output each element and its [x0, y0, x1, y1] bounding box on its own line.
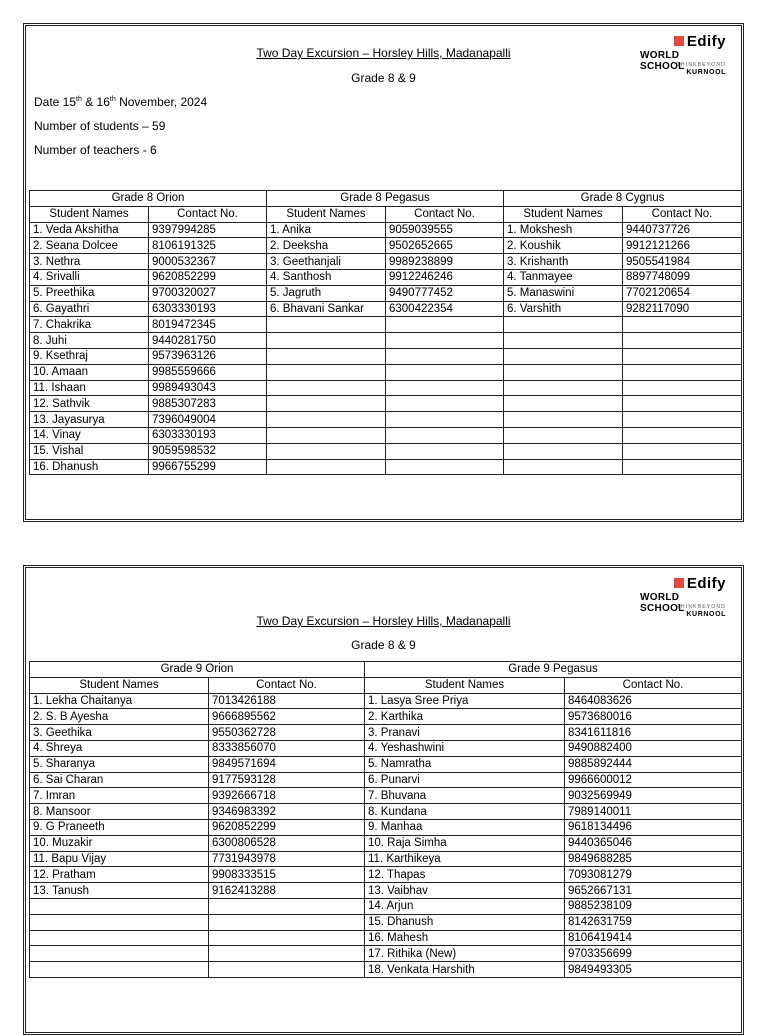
contact-number-cell: 8341611816 [565, 725, 742, 741]
student-name-cell: 7. Bhuvana [365, 788, 565, 804]
contact-number-cell: 9849493305 [565, 962, 742, 978]
student-name-cell: 11. Karthikeya [365, 851, 565, 867]
page-1-grades: Grade 8 & 9 [351, 71, 416, 85]
student-name-cell: 12. Sathvik [30, 396, 149, 412]
grade-9-contact-table [29, 661, 742, 978]
contact-number-cell [386, 317, 504, 333]
student-name-cell: 18. Venkata Harshith [365, 962, 565, 978]
contact-number-cell: 9505541984 [623, 254, 742, 270]
table-row [30, 364, 742, 380]
contact-number-cell: 9032569949 [565, 788, 742, 804]
group-heading: Grade 8 Orion [30, 191, 267, 207]
contact-number-cell [623, 380, 742, 396]
student-name-cell [504, 380, 623, 396]
contact-number-cell: 8106419414 [565, 930, 742, 946]
table-row [30, 333, 742, 349]
contact-number-cell [623, 333, 742, 349]
school-logo [640, 33, 728, 76]
student-name-cell: 5. Sharanya [30, 756, 209, 772]
student-name-cell [267, 459, 386, 475]
table-row [30, 285, 742, 301]
contact-number-cell: 9912121266 [623, 238, 742, 254]
student-name-cell: 3. Krishanth [504, 254, 623, 270]
student-name-cell [30, 898, 209, 914]
table-row [30, 851, 742, 867]
logo-school: WORLD SCHOOL [640, 50, 685, 72]
student-name-cell: 1. Mokshesh [504, 222, 623, 238]
contact-number-cell [386, 333, 504, 349]
column-header-names: Student Names [30, 677, 209, 693]
student-name-cell: 13. Vaibhav [365, 883, 565, 899]
student-name-cell: 1. Veda Akshitha [30, 222, 149, 238]
student-name-cell [267, 317, 386, 333]
student-name-cell [267, 364, 386, 380]
student-name-cell: 7. Imran [30, 788, 209, 804]
school-logo [640, 575, 728, 618]
student-name-cell: 4. Yeshashwini [365, 740, 565, 756]
contact-number-cell [623, 317, 742, 333]
student-name-cell: 6. Punarvi [365, 772, 565, 788]
contact-number-cell: 9573680016 [565, 709, 742, 725]
student-name-cell [504, 348, 623, 364]
contact-number-cell: 9908333515 [209, 867, 365, 883]
contact-number-cell: 7093081279 [565, 867, 742, 883]
page-1 [23, 23, 744, 522]
column-header-names: Student Names [365, 677, 565, 693]
student-name-cell: 9. G Praneeth [30, 819, 209, 835]
contact-number-cell [209, 898, 365, 914]
contact-number-cell: 8106191325 [149, 238, 267, 254]
student-name-cell: 4. Tanmayee [504, 269, 623, 285]
column-header-row [30, 206, 742, 222]
contact-number-cell: 9849688285 [565, 851, 742, 867]
student-name-cell: 1. Lekha Chaitanya [30, 693, 209, 709]
student-name-cell [267, 333, 386, 349]
contact-number-cell: 8142631759 [565, 914, 742, 930]
contact-number-cell: 9440737726 [623, 222, 742, 238]
contact-number-cell: 9885307283 [149, 396, 267, 412]
student-name-cell [504, 364, 623, 380]
table-row [30, 740, 742, 756]
student-name-cell [267, 396, 386, 412]
contact-number-cell: 9966755299 [149, 459, 267, 475]
student-name-cell [504, 427, 623, 443]
contact-number-cell: 6303330193 [149, 301, 267, 317]
student-name-cell: 5. Namratha [365, 756, 565, 772]
column-header-contact: Contact No. [623, 206, 742, 222]
logo-mark-icon [674, 578, 684, 588]
table-row [30, 788, 742, 804]
teacher-count: Number of teachers - 6 [34, 143, 157, 157]
logo-city: KURNOOL [686, 69, 726, 76]
table-row [30, 772, 742, 788]
contact-number-cell [623, 396, 742, 412]
contact-number-cell: 7989140011 [565, 804, 742, 820]
contact-number-cell: 9620852299 [149, 269, 267, 285]
student-count: Number of students – 59 [34, 119, 166, 133]
contact-number-cell: 9397994285 [149, 222, 267, 238]
table-row [30, 835, 742, 851]
student-name-cell: 2. Karthika [365, 709, 565, 725]
contact-number-cell: 7731943978 [209, 851, 365, 867]
contact-number-cell: 9346983392 [209, 804, 365, 820]
student-name-cell: 5. Manaswini [504, 285, 623, 301]
student-name-cell: 5. Jagruth [267, 285, 386, 301]
student-name-cell: 4. Srivalli [30, 269, 149, 285]
table-row [30, 883, 742, 899]
student-name-cell: 1. Lasya Sree Priya [365, 693, 565, 709]
student-name-cell: 1. Anika [267, 222, 386, 238]
page-1-title: Two Day Excursion – Horsley Hills, Madanapalli [256, 46, 511, 60]
student-name-cell: 12. Thapas [365, 867, 565, 883]
table-row [30, 898, 742, 914]
column-header-names: Student Names [267, 206, 386, 222]
contact-number-cell: 9885892444 [565, 756, 742, 772]
contact-number-cell: 9703356699 [565, 946, 742, 962]
column-header-row [30, 677, 742, 693]
contact-number-cell: 9000532367 [149, 254, 267, 270]
student-name-cell: 16. Mahesh [365, 930, 565, 946]
contact-number-cell: 8333856070 [209, 740, 365, 756]
student-name-cell [267, 380, 386, 396]
contact-number-cell [209, 962, 365, 978]
contact-number-cell: 9490777452 [386, 285, 504, 301]
student-name-cell: 12. Pratham [30, 867, 209, 883]
contact-number-cell: 8019472345 [149, 317, 267, 333]
table-row [30, 962, 742, 978]
contact-number-cell: 9177593128 [209, 772, 365, 788]
table-row [30, 348, 742, 364]
contact-number-cell: 6303330193 [149, 427, 267, 443]
contact-number-cell: 9392666718 [209, 788, 365, 804]
group-heading: Grade 9 Pegasus [365, 662, 742, 678]
student-name-cell: 3. Nethra [30, 254, 149, 270]
student-name-cell: 15. Dhanush [365, 914, 565, 930]
student-name-cell: 3. Pranavi [365, 725, 565, 741]
contact-number-cell: 9666895562 [209, 709, 365, 725]
table-row [30, 269, 742, 285]
student-name-cell: 17. Rithika (New) [365, 946, 565, 962]
group-heading: Grade 9 Orion [30, 662, 365, 678]
table-row [30, 412, 742, 428]
contact-number-cell [386, 412, 504, 428]
student-name-cell [267, 348, 386, 364]
student-name-cell: 6. Gayathri [30, 301, 149, 317]
logo-brand: Edify [686, 33, 726, 50]
table-row [30, 693, 742, 709]
table-row [30, 380, 742, 396]
student-name-cell [504, 412, 623, 428]
student-name-cell [30, 914, 209, 930]
student-name-cell: 6. Sai Charan [30, 772, 209, 788]
column-header-names: Student Names [504, 206, 623, 222]
contact-number-cell: 9440365046 [565, 835, 742, 851]
contact-number-cell: 9059039555 [386, 222, 504, 238]
table-row [30, 946, 742, 962]
contact-number-cell: 9989493043 [149, 380, 267, 396]
student-name-cell: 8. Kundana [365, 804, 565, 820]
contact-number-cell: 9573963126 [149, 348, 267, 364]
contact-number-cell [386, 427, 504, 443]
contact-number-cell: 6300806528 [209, 835, 365, 851]
group-header-row [30, 662, 742, 678]
student-name-cell [267, 443, 386, 459]
student-name-cell: 2. Deeksha [267, 238, 386, 254]
page-2-grades: Grade 8 & 9 [351, 638, 416, 652]
table-row [30, 427, 742, 443]
group-heading: Grade 8 Pegasus [267, 191, 504, 207]
grade-8-contact-table [29, 190, 742, 475]
contact-number-cell: 7013426188 [209, 693, 365, 709]
table-row [30, 301, 742, 317]
contact-number-cell: 9652667131 [565, 883, 742, 899]
table-row [30, 459, 742, 475]
table-row [30, 914, 742, 930]
table-row [30, 930, 742, 946]
student-name-cell: 6. Varshith [504, 301, 623, 317]
student-name-cell: 6. Bhavani Sankar [267, 301, 386, 317]
student-name-cell: 10. Muzakir [30, 835, 209, 851]
student-name-cell [504, 317, 623, 333]
contact-number-cell: 9490882400 [565, 740, 742, 756]
table-row [30, 222, 742, 238]
contact-number-cell [209, 930, 365, 946]
contact-number-cell [623, 443, 742, 459]
student-name-cell: 11. Ishaan [30, 380, 149, 396]
contact-number-cell: 9440281750 [149, 333, 267, 349]
student-name-cell [504, 396, 623, 412]
column-header-contact: Contact No. [149, 206, 267, 222]
student-name-cell: 4. Shreya [30, 740, 209, 756]
table-row [30, 238, 742, 254]
contact-number-cell: 8464083626 [565, 693, 742, 709]
student-name-cell: 2. Koushik [504, 238, 623, 254]
table-row [30, 756, 742, 772]
contact-number-cell: 9618134496 [565, 819, 742, 835]
logo-brand: Edify [686, 575, 726, 592]
table-row [30, 317, 742, 333]
student-name-cell: 10. Raja Simha [365, 835, 565, 851]
contact-number-cell [386, 443, 504, 459]
contact-number-cell: 9620852299 [209, 819, 365, 835]
student-name-cell: 15. Vishal [30, 443, 149, 459]
logo-tagline: THINKBEYOND [676, 604, 726, 610]
contact-number-cell [623, 459, 742, 475]
student-name-cell [30, 946, 209, 962]
contact-number-cell: 9912246246 [386, 269, 504, 285]
contact-number-cell: 9966600012 [565, 772, 742, 788]
contact-number-cell [386, 396, 504, 412]
contact-number-cell: 9502652665 [386, 238, 504, 254]
group-header-row [30, 191, 742, 207]
page-2 [23, 565, 744, 1035]
student-name-cell: 3. Geethika [30, 725, 209, 741]
student-name-cell: 9. Manhaa [365, 819, 565, 835]
logo-city: KURNOOL [686, 611, 726, 618]
student-name-cell: 4. Santhosh [267, 269, 386, 285]
contact-number-cell [386, 348, 504, 364]
contact-number-cell: 9550362728 [209, 725, 365, 741]
logo-tagline: THINKBEYOND [676, 62, 726, 68]
contact-number-cell [209, 946, 365, 962]
table-row [30, 725, 742, 741]
page-2-title: Two Day Excursion – Horsley Hills, Madanapalli [256, 614, 511, 628]
contact-number-cell [386, 380, 504, 396]
student-name-cell [504, 333, 623, 349]
contact-number-cell: 7396049004 [149, 412, 267, 428]
contact-number-cell: 9885238109 [565, 898, 742, 914]
contact-number-cell: 9849571694 [209, 756, 365, 772]
student-name-cell: 14. Arjun [365, 898, 565, 914]
contact-number-cell [386, 459, 504, 475]
student-name-cell: 9. Ksethraj [30, 348, 149, 364]
student-name-cell [267, 427, 386, 443]
table-row [30, 804, 742, 820]
student-name-cell [30, 930, 209, 946]
logo-mark-icon [674, 36, 684, 46]
column-header-contact: Contact No. [565, 677, 742, 693]
contact-number-cell [623, 427, 742, 443]
column-header-contact: Contact No. [209, 677, 365, 693]
student-name-cell: 5. Preethika [30, 285, 149, 301]
table-row [30, 254, 742, 270]
column-header-names: Student Names [30, 206, 149, 222]
logo-school: WORLD SCHOOL [640, 592, 685, 614]
contact-number-cell: 9700320027 [149, 285, 267, 301]
student-name-cell: 13. Tanush [30, 883, 209, 899]
contact-number-cell: 9985559666 [149, 364, 267, 380]
contact-number-cell [623, 364, 742, 380]
student-name-cell [504, 443, 623, 459]
table-row [30, 396, 742, 412]
contact-number-cell: 9162413288 [209, 883, 365, 899]
excursion-date: Date 15th & 16th November, 2024 [34, 95, 208, 109]
contact-number-cell [623, 412, 742, 428]
contact-number-cell: 7702120654 [623, 285, 742, 301]
table-row [30, 819, 742, 835]
student-name-cell: 8. Mansoor [30, 804, 209, 820]
table-row [30, 443, 742, 459]
student-name-cell: 11. Bapu Vijay [30, 851, 209, 867]
student-name-cell: 3. Geethanjali [267, 254, 386, 270]
student-name-cell: 10. Amaan [30, 364, 149, 380]
contact-number-cell: 8897748099 [623, 269, 742, 285]
group-heading: Grade 8 Cygnus [504, 191, 742, 207]
student-name-cell [504, 459, 623, 475]
student-name-cell: 16. Dhanush [30, 459, 149, 475]
student-name-cell [30, 962, 209, 978]
student-name-cell: 14. Vinay [30, 427, 149, 443]
contact-number-cell: 9282117090 [623, 301, 742, 317]
contact-number-cell [623, 348, 742, 364]
column-header-contact: Contact No. [386, 206, 504, 222]
contact-number-cell: 6300422354 [386, 301, 504, 317]
student-name-cell: 13. Jayasurya [30, 412, 149, 428]
student-name-cell: 8. Juhi [30, 333, 149, 349]
contact-number-cell [209, 914, 365, 930]
student-name-cell: 7. Chakrika [30, 317, 149, 333]
contact-number-cell: 9989238899 [386, 254, 504, 270]
table-row [30, 709, 742, 725]
student-name-cell: 2. Seana Dolcee [30, 238, 149, 254]
table-row [30, 867, 742, 883]
contact-number-cell [386, 364, 504, 380]
student-name-cell: 2. S. B Ayesha [30, 709, 209, 725]
contact-number-cell: 9059598532 [149, 443, 267, 459]
student-name-cell [267, 412, 386, 428]
